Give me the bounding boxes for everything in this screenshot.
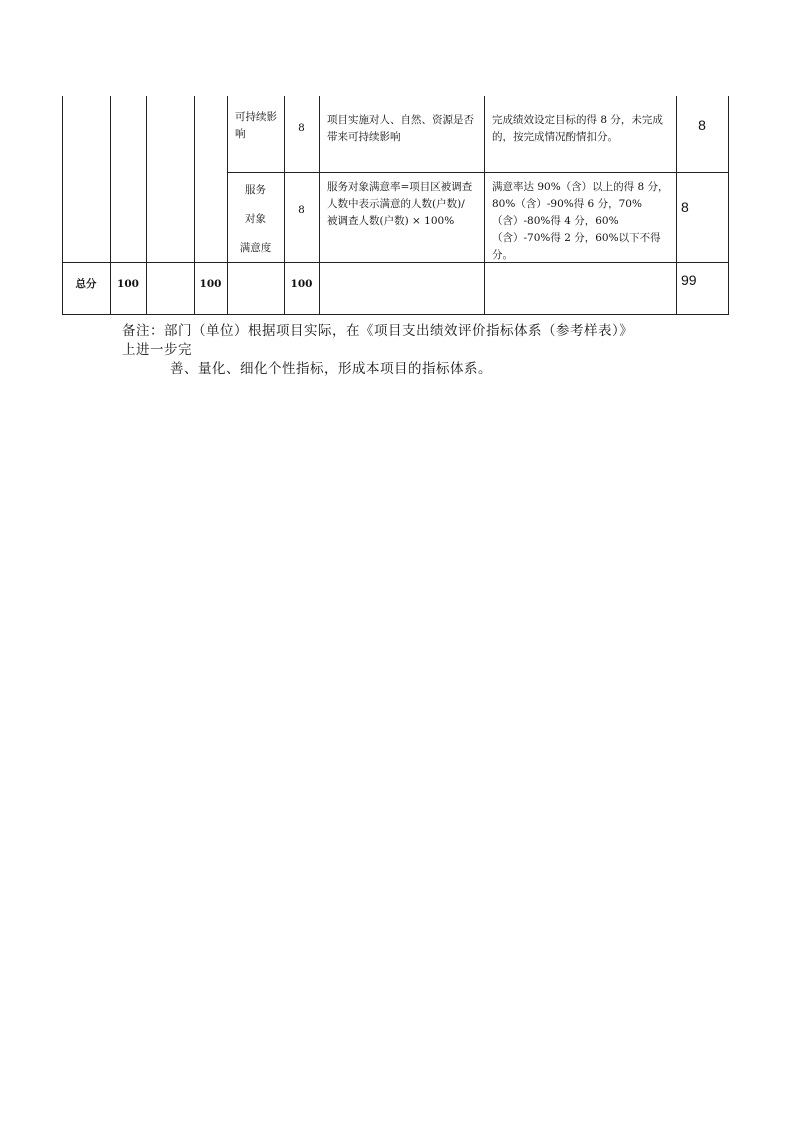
table-border-right — [728, 96, 729, 315]
score-cell — [676, 117, 728, 134]
table-divider — [484, 96, 485, 315]
criteria-cell — [492, 112, 670, 146]
table-divider — [146, 96, 147, 315]
criteria-text: 满意率达 90%（含）以上的得 8 分，80%（含）-90%得 6 分，70%（含）-80%得 4 分，60%（含）-70%得 2 分，60%以下不得分。 — [492, 181, 669, 261]
description-cell — [327, 112, 477, 146]
score-cell — [681, 199, 721, 216]
indicator-cell — [227, 176, 284, 263]
score-value: 8 — [681, 199, 689, 215]
row-divider — [227, 172, 729, 173]
total-score: 99 — [681, 272, 697, 288]
weight-value: 8 — [298, 204, 305, 216]
description-cell — [327, 179, 477, 230]
score-value: 8 — [698, 117, 706, 133]
description-text: 服务对象满意率=项目区被调查人数中表示满意的人数(户数)/ 被调查人数(户数) × 100% — [327, 181, 473, 227]
weight-cell — [284, 120, 319, 137]
indicator-text-line: 对象 — [245, 213, 266, 225]
table-border-bottom — [62, 314, 729, 315]
total-value: 100 — [290, 278, 313, 290]
weight-cell — [284, 202, 319, 219]
note-line: 善、量化、细化个性指标，形成本项目的指标体系。 — [170, 361, 492, 377]
indicator-text: 可持续影响 — [235, 111, 277, 140]
note-line: 上进一步完 — [122, 342, 192, 358]
note-line: 备注：部门（单位）根据项目实际，在《项目支出绩效评价指标体系（参考样表）》 — [122, 323, 634, 339]
total-value: 100 — [199, 278, 222, 290]
indicator-text-line: 服务 — [245, 184, 266, 196]
criteria-text: 完成绩效设定目标的得 8 分，未完成的，按完成情况酌情扣分。 — [492, 114, 663, 143]
indicator-text-line: 满意度 — [239, 242, 272, 254]
total-label: 总分 — [75, 278, 97, 290]
indicator-cell — [235, 109, 279, 143]
criteria-cell — [492, 179, 670, 264]
table-divider — [319, 96, 320, 315]
performance-table — [62, 96, 729, 315]
description-text: 项目实施对人、自然、资源是否带来可持续影响 — [327, 114, 474, 143]
weight-value: 8 — [298, 122, 305, 134]
total-value: 100 — [117, 278, 139, 290]
